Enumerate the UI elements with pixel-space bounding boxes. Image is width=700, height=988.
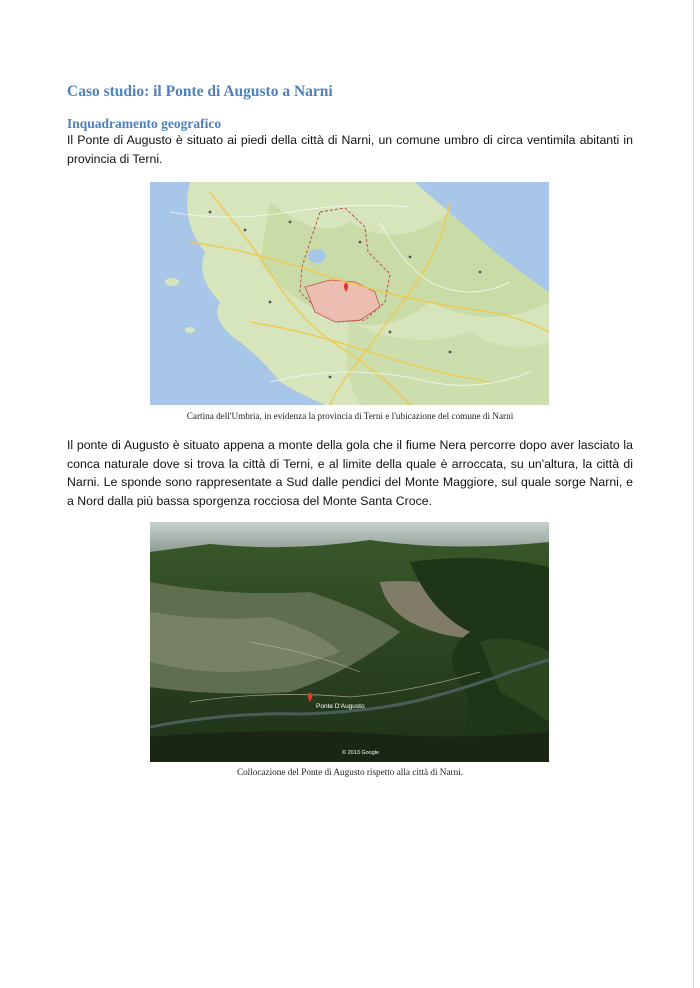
bridge-pin-label: Ponte D'Augusto: [316, 703, 365, 710]
page-edge: [693, 0, 694, 988]
paragraph-description: Il ponte di Augusto è situato appena a monte della gola che il fiume Nera percorre dopo aver lasciato la conca naturale dove si trova la città di Terni, e al limite della quale è arroccata, su un'altura, la città di Narni. Le sponde sono rappresentate a Sud dalle pendici del Monte Maggiore, sul quale sorge Narni, e a Nord dalla più bassa sporgenza rocciosa del Monte Santa Croce.: [67, 438, 633, 508]
aerial-photo: [150, 522, 549, 762]
paragraph-intro: Il Ponte di Augusto è situato ai piedi della città di Narni, un comune umbro di circa ventimila abitanti in provincia di Terni.: [67, 133, 633, 166]
umbria-map-figure: [150, 182, 549, 405]
aerial-photo-figure: [150, 522, 549, 762]
document-title: Caso studio: il Ponte di Augusto a Narni: [67, 83, 333, 100]
photo-caption: Collocazione del Ponte di Augusto rispetto alla città di Narni.: [236, 767, 464, 777]
copyright-label: © 2013 Google: [342, 750, 380, 756]
map-caption: Cartina dell'Umbria, in evidenza la provincia di Terni e l'ubicazione del comune di Narni: [186, 411, 514, 421]
section-heading: Inquadramento geografico: [67, 116, 222, 131]
umbria-map: [150, 182, 549, 405]
